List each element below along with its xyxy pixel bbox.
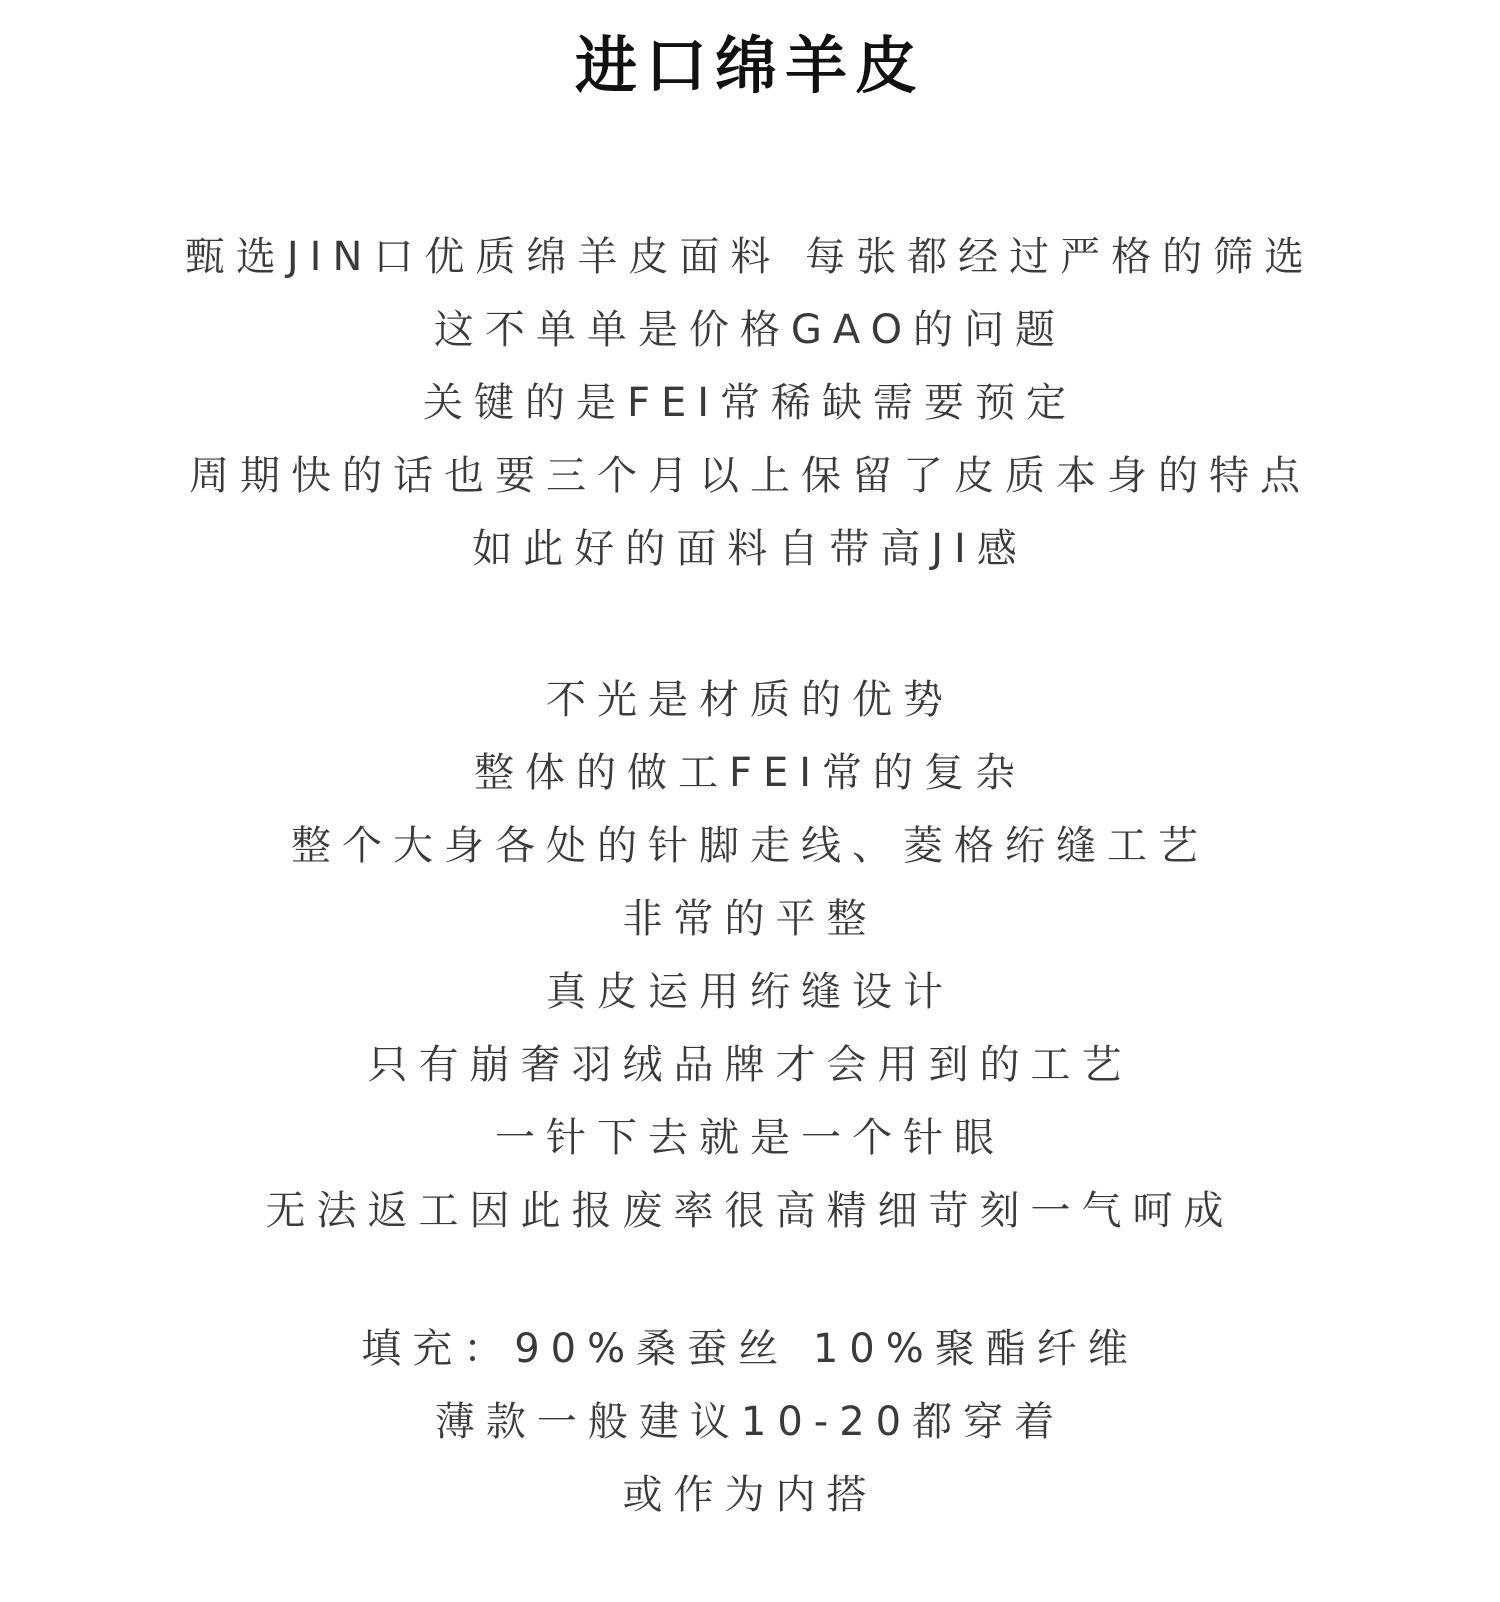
text-line: 周期快的话也要三个月以上保留了皮质本身的特点 <box>189 453 1311 499</box>
text-line: 整体的做工FEI常的复杂 <box>473 750 1027 796</box>
text-line: 甄选JIN口优质绵羊皮面料 每张都经过严格的筛选 <box>184 234 1316 280</box>
filling-description <box>0 1313 1500 1532</box>
text-line: 关键的是FEI常稀缺需要预定 <box>422 380 1078 426</box>
text-line: 填充：90%桑蚕丝 10%聚酯纤维 <box>361 1326 1139 1372</box>
text-line: 一针下去就是一个针眼 <box>495 1115 1005 1161</box>
text-line: 薄款一般建议10-20都穿着 <box>434 1399 1066 1445</box>
text-line: 或作为内搭 <box>622 1472 878 1518</box>
material-description <box>0 221 1500 586</box>
text-line: 这不单单是价格GAO的问题 <box>433 307 1067 353</box>
page-title: 进口绵羊皮 <box>574 29 925 102</box>
text-line: 整个大身各处的针脚走线、菱格绗缝工艺 <box>291 823 1209 869</box>
craftsmanship-description <box>0 664 1500 1248</box>
text-line: 只有崩奢羽绒品牌才会用到的工艺 <box>367 1042 1133 1088</box>
text-line: 真皮运用绗缝设计 <box>546 969 954 1015</box>
text-line: 非常的平整 <box>622 896 878 942</box>
text-line: 如此好的面料自带高JI感 <box>472 526 1028 572</box>
text-line: 不光是材质的优势 <box>546 677 954 723</box>
text-line: 无法返工因此报废率很高精细苛刻一气呵成 <box>265 1188 1235 1234</box>
